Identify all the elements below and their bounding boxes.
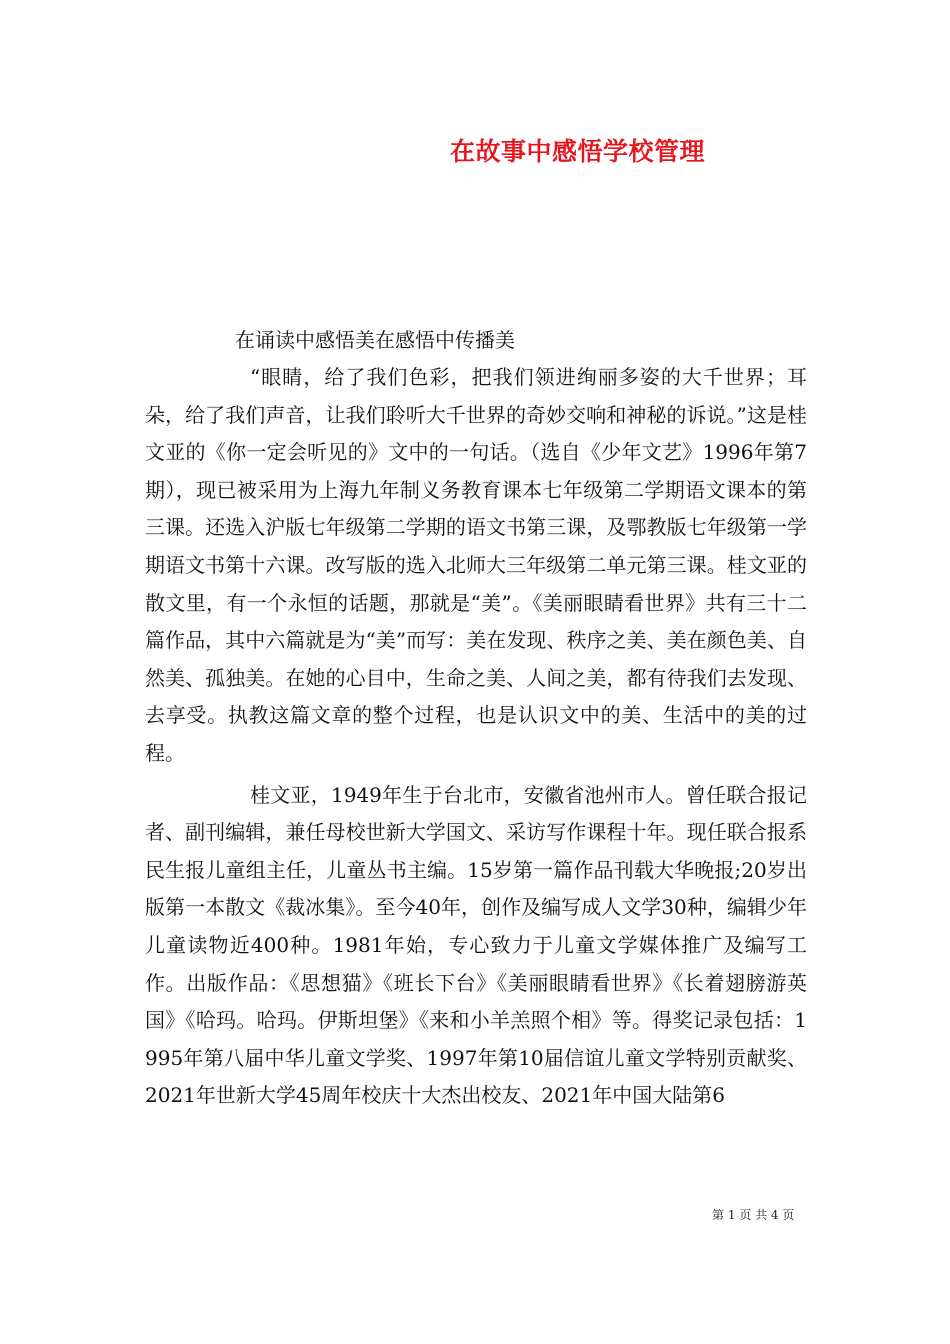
page-number-footer: 第 1 页 共 4 页 (712, 1208, 795, 1222)
paragraph-author-bio: 桂文亚，1949年生于台北市，安徽省池州市人。曾任联合报记者、副刊编辑，兼任母校世新大学国文、采访写作课程十年。现任联合报系民生报儿童组主任，儿童丛书主编。15岁第一篇作品刊载大华晚报;20岁出版第一本散文《裁冰集》。至今40年，创作及编写成人文学30种，编辑少年儿童读物近400种。1981年始，专心致力于儿童文学媒体推广及编写工作。出版作品：《思想猫》《班长下台》《美丽眼睛看世界》《长着翅膀游英国》《哈玛。哈玛。伊斯坦堡》《来和小羊羔照个相》等。得奖记录包括：1995年第八届中华儿童文学奖、1997年第10届信谊儿童文学特别贡献奖、2021年世新大学45周年校庆十大杰出校友、2021年中国大陆第6 (145, 782, 807, 1108)
document-body (145, 322, 807, 1118)
paragraph-intro: “眼睛，给了我们色彩，把我们领进绚丽多姿的大千世界；耳朵，给了我们声音，让我们聆听大千世界的奇妙交响和神秘的诉说。”这是桂文亚的《你一定会听见的》文中的一句话。（选自《少年文艺》1996年第7期），现已被采用为上海九年制义务教育课本七年级第二学期语文课本的第三课。还选入沪版七年级第二学期的语文书第三课，及鄂教版七年级第一学期语文书第十六课。改写版的选入北师大三年级第二单元第三课。桂文亚的散文里，有一个永恒的话题，那就是“美”。《美丽眼睛看世界》共有三十二篇作品，其中六篇就是为“美”而写：美在发现、秩序之美、美在颜色美、自然美、孤独美。在她的心目中，生命之美、人间之美，都有待我们去发现、去享受。执教这篇文章的整个过程，也是认识文中的美、生活中的美的过程。 (145, 365, 807, 765)
document-subtitle: 在诵读中感悟美在感悟中传播美 (235, 328, 515, 352)
document-title: 在故事中感悟学校管理 (449, 137, 705, 166)
